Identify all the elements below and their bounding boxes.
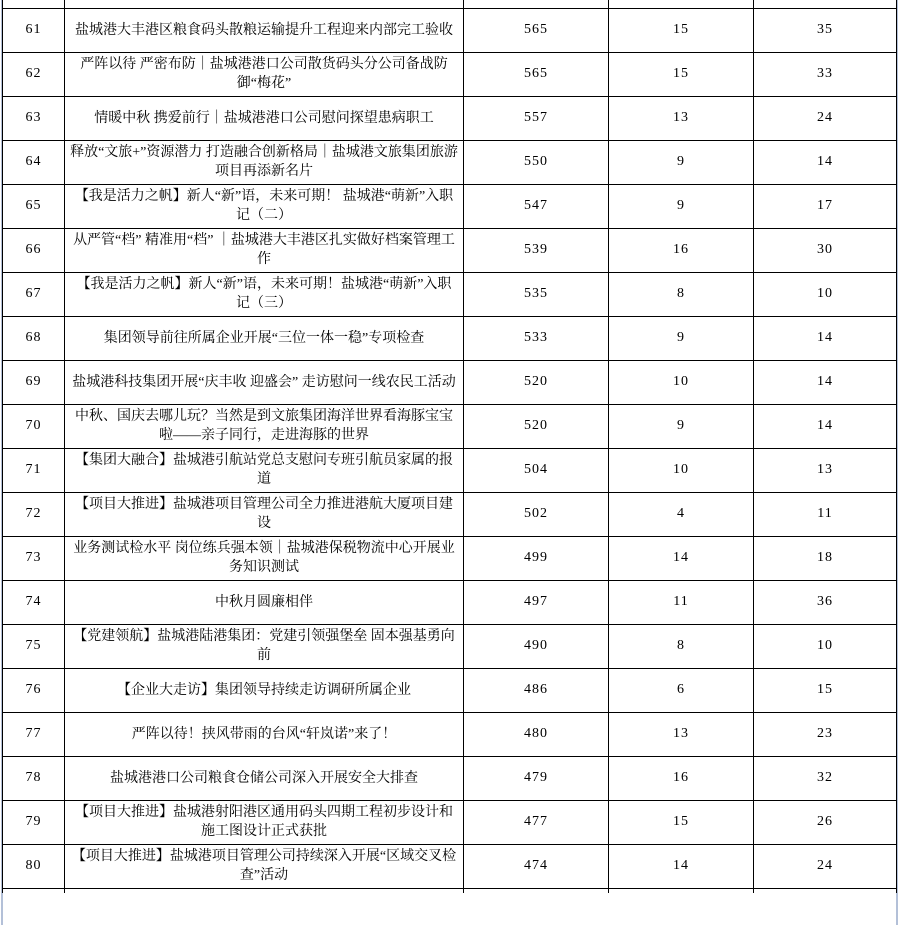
table-row [3,756,897,800]
partial-cell [609,888,754,893]
table-row [3,844,897,888]
metric-3-cell: 14 [754,360,897,404]
metric-2-cell: 10 [609,360,754,404]
metric-3-cell: 13 [754,448,897,492]
table-row [3,492,897,536]
table-row [3,8,897,52]
row-number-cell: 78 [3,756,65,800]
table-row [3,272,897,316]
metric-2-cell: 10 [609,448,754,492]
metric-1-cell: 477 [464,800,609,844]
table-row [3,96,897,140]
metric-2-cell: 11 [609,580,754,624]
metric-1-cell: 499 [464,536,609,580]
article-title-cell: 从严管“档” 精准用“档” ｜盐城港大丰港区扎实做好档案管理工作 [65,228,464,272]
metric-2-cell: 8 [609,272,754,316]
article-title-cell: 【项目大推进】盐城港项目管理公司持续深入开展“区域交叉检查”活动 [65,844,464,888]
article-title-cell: 中秋月圆廉相伴 [65,580,464,624]
table-row [3,404,897,448]
partial-row-top [3,0,897,8]
partial-cell [65,888,464,893]
partial-cell [65,0,464,8]
metric-2-cell: 15 [609,52,754,96]
row-number-cell: 75 [3,624,65,668]
metric-2-cell: 13 [609,96,754,140]
metric-1-cell: 520 [464,360,609,404]
table-row [3,536,897,580]
metric-2-cell: 16 [609,228,754,272]
metric-2-cell: 9 [609,140,754,184]
article-title-cell: 【项目大推进】盐城港项目管理公司全力推进港航大厦项目建设 [65,492,464,536]
partial-cell [3,888,65,893]
article-title-cell: 中秋、国庆去哪儿玩？当然是到文旅集团海洋世界看海豚宝宝啦——亲子同行，走进海豚的世界 [65,404,464,448]
article-title-cell: 【企业大走访】集团领导持续走访调研所属企业 [65,668,464,712]
article-title-cell: 盐城港大丰港区粮食码头散粮运输提升工程迎来内部完工验收 [65,8,464,52]
metric-3-cell: 30 [754,228,897,272]
partial-cell [464,888,609,893]
row-number-cell: 77 [3,712,65,756]
table-row [3,184,897,228]
metric-2-cell: 15 [609,800,754,844]
metric-2-cell: 9 [609,404,754,448]
article-title-cell: 【集团大融合】盐城港引航站党总支慰问专班引航员家属的报道 [65,448,464,492]
metric-1-cell: 504 [464,448,609,492]
table-row [3,668,897,712]
table-row [3,228,897,272]
article-title-cell: 【党建领航】盐城港陆港集团：党建引领强堡垒 固本强基勇向前 [65,624,464,668]
metric-2-cell: 15 [609,8,754,52]
metric-3-cell: 14 [754,140,897,184]
article-title-cell: 盐城港港口公司粮食仓储公司深入开展安全大排查 [65,756,464,800]
metric-1-cell: 479 [464,756,609,800]
metric-2-cell: 8 [609,624,754,668]
row-number-cell: 71 [3,448,65,492]
row-number-cell: 80 [3,844,65,888]
partial-cell [754,888,897,893]
metric-3-cell: 24 [754,96,897,140]
metric-2-cell: 4 [609,492,754,536]
article-title-cell: 释放“文旅+”资源潜力 打造融合创新格局｜盐城港文旅集团旅游项目再添新名片 [65,140,464,184]
partial-cell [754,0,897,8]
row-number-cell: 70 [3,404,65,448]
metric-1-cell: 490 [464,624,609,668]
metric-2-cell: 14 [609,536,754,580]
row-number-cell: 72 [3,492,65,536]
partial-cell [609,0,754,8]
table-row [3,52,897,96]
metric-1-cell: 557 [464,96,609,140]
metric-1-cell: 565 [464,8,609,52]
metric-3-cell: 14 [754,404,897,448]
metric-1-cell: 550 [464,140,609,184]
metric-1-cell: 497 [464,580,609,624]
metric-1-cell: 539 [464,228,609,272]
metric-1-cell: 474 [464,844,609,888]
row-number-cell: 66 [3,228,65,272]
metric-3-cell: 10 [754,624,897,668]
metric-2-cell: 9 [609,184,754,228]
table-row [3,800,897,844]
article-title-cell: 【我是活力之帆】新人“新”语，未来可期！盐城港“萌新”入职记（三） [65,272,464,316]
metric-3-cell: 26 [754,800,897,844]
row-number-cell: 73 [3,536,65,580]
metric-1-cell: 533 [464,316,609,360]
row-number-cell: 63 [3,96,65,140]
table-row [3,712,897,756]
metric-1-cell: 565 [464,52,609,96]
article-title-cell: 【我是活力之帆】新人“新”语，未来可期！ 盐城港“萌新”入职记（二） [65,184,464,228]
article-title-cell: 情暖中秋 携爱前行｜盐城港港口公司慰问探望患病职工 [65,96,464,140]
row-number-cell: 67 [3,272,65,316]
metric-3-cell: 15 [754,668,897,712]
metric-3-cell: 23 [754,712,897,756]
metric-3-cell: 14 [754,316,897,360]
metric-1-cell: 486 [464,668,609,712]
row-number-cell: 62 [3,52,65,96]
article-title-cell: 严阵以待！挟风带雨的台风“轩岚诺”来了！ [65,712,464,756]
article-title-cell: 【项目大推进】盐城港射阳港区通用码头四期工程初步设计和施工图设计正式获批 [65,800,464,844]
table-row [3,448,897,492]
metric-3-cell: 17 [754,184,897,228]
metric-1-cell: 535 [464,272,609,316]
partial-row-bottom [3,888,897,893]
table-body [3,0,897,893]
table-row [3,140,897,184]
metric-2-cell: 9 [609,316,754,360]
metric-1-cell: 502 [464,492,609,536]
metric-3-cell: 32 [754,756,897,800]
row-number-cell: 74 [3,580,65,624]
row-number-cell: 76 [3,668,65,712]
table-row [3,580,897,624]
article-title-cell: 盐城港科技集团开展“庆丰收 迎盛会” 走访慰问一线农民工活动 [65,360,464,404]
row-number-cell: 68 [3,316,65,360]
metric-2-cell: 6 [609,668,754,712]
row-number-cell: 69 [3,360,65,404]
metric-2-cell: 14 [609,844,754,888]
metric-3-cell: 33 [754,52,897,96]
table-row [3,624,897,668]
partial-cell [3,0,65,8]
article-title-cell: 集团领导前往所属企业开展“三位一体一稳”专项检查 [65,316,464,360]
row-number-cell: 79 [3,800,65,844]
metric-3-cell: 24 [754,844,897,888]
metric-1-cell: 480 [464,712,609,756]
table-row [3,316,897,360]
metric-2-cell: 13 [609,712,754,756]
metric-3-cell: 11 [754,492,897,536]
article-title-cell: 严阵以待 严密布防｜盐城港港口公司散货码头分公司备战防御“梅花” [65,52,464,96]
metric-1-cell: 520 [464,404,609,448]
metric-3-cell: 36 [754,580,897,624]
table-row [3,360,897,404]
row-number-cell: 64 [3,140,65,184]
row-number-cell: 61 [3,8,65,52]
metric-2-cell: 16 [609,756,754,800]
metric-1-cell: 547 [464,184,609,228]
partial-cell [464,0,609,8]
metric-3-cell: 10 [754,272,897,316]
article-title-cell: 业务测试检水平 岗位练兵强本领｜盐城港保税物流中心开展业务知识测试 [65,536,464,580]
article-stats-table [2,0,897,893]
row-number-cell: 65 [3,184,65,228]
metric-3-cell: 35 [754,8,897,52]
metric-3-cell: 18 [754,536,897,580]
